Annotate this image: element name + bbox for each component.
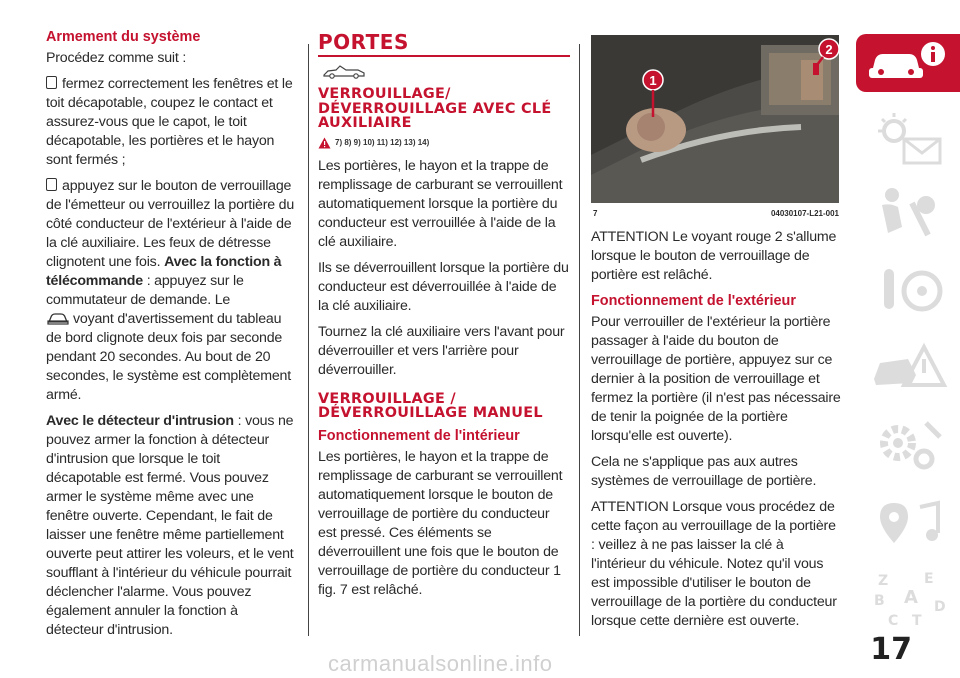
paragraph-ext: Pour verrouiller de l'extérieur la portière passager à l'aide du bouton de verrouillage de portière, appuyez sur ce dernier à la position de verrouillage et fermez la portière (il n'est pas nécessaire de tenir la poignée de la portière lorsqu'elle est ouverte). [591, 314, 841, 444]
attention-1: ATTENTION Le voyant rouge 2 s'allume lorsque le bouton de verrouillage de portière est relâché. [591, 229, 837, 283]
tab-safety[interactable] [856, 184, 960, 242]
gears-tools-icon [868, 415, 948, 475]
paragraph-3: Tournez la clé auxiliaire vers l'avant pour déverrouiller et vers l'arrière pour déverrouiller. [318, 323, 565, 378]
section-title-portes: PORTES [318, 30, 409, 54]
bullet-2: appuyez sur le bouton de verrouillage de l'émetteur ou verrouillez la portière du côté conducteur de l'extérieur à l'aide de la clé auxiliaire. Les feux de détresse clignotent une fois. Avec la fonction à télécommande : appuyez sur le commutateur de demande. Le voyant d'avertissement du tableau de bord clignote deux fois par seconde pendant 20 secondes. Au bout de 20 secondes, le système est complètement armé. [46, 178, 295, 403]
paragraph-1: Les portières, le hayon et la trappe de remplissage de carburant se verrouillent automatiquement lorsque la portière du conducteur est verrouillée à l'aide de la clé auxiliaire. [318, 157, 563, 250]
checkbox-bullet-icon [46, 178, 57, 191]
chapter-sidebar [856, 34, 960, 640]
svg-text:Z: Z [878, 573, 889, 589]
heading-manuel: VERROUILLAGE / DÉVERROUILLAGE MANUEL [318, 390, 543, 421]
alphabet-index-icon [868, 569, 948, 629]
door-lock-figure [591, 35, 839, 203]
tab-car-info[interactable] [856, 34, 960, 92]
figure-caption [591, 209, 841, 218]
svg-text:B: B [874, 593, 885, 609]
tab-emergency[interactable] [856, 340, 960, 398]
column-divider-2 [579, 44, 580, 636]
cabrio-icon-wrap [322, 63, 570, 79]
warning-triangle-icon [318, 137, 331, 149]
tab-multimedia[interactable] [856, 494, 960, 552]
page-number: 17 [870, 632, 912, 667]
title-underline [318, 55, 570, 57]
tab-lights[interactable] [856, 110, 960, 168]
key-steering-icon [868, 261, 948, 321]
intro-text: Procédez comme suit : [46, 50, 187, 66]
checkbox-bullet-icon [46, 76, 57, 89]
seat-airbag-icon [868, 183, 948, 243]
heading-verrouillage-cle: VERROUILLAGE/ DÉVERROUILLAGE AVEC CLÉ AUXILIAIRE [318, 86, 552, 131]
svg-text:A: A [904, 587, 918, 608]
tab-index[interactable] [856, 570, 960, 628]
heading-exterieur: Fonctionnement de l'extérieur [591, 293, 796, 309]
tab-start[interactable] [856, 262, 960, 320]
svg-text:E: E [924, 571, 934, 587]
door-interior-illustration [591, 35, 839, 203]
car-info-icon [863, 38, 953, 88]
lights-mail-icon [868, 109, 948, 169]
detector-paragraph: Avec le détecteur d'intrusion : vous ne pouvez armer la fonction à détecteur d'intrusion que lorsque le toit décapotable est fermé. Vous pouvez armer le système même avec une fenêtre ouverte. Cependant, le fait de laisser une fenêtre même partiellement ouverte peut attirer les voleurs, et le vent soufflant à l'intérieur du véhicule pourrait déclencher l'alarme. Vous pouvez également annuler la fonction à détecteur d'intrusion. [46, 413, 294, 638]
bullet-1: fermez correctement les fenêtres et le toit décapotable, coupez le contact et assurez-vous que le capot, le toit décapotable, les portières et le hayon sont fermés ; [46, 76, 293, 168]
watermark: carmanualsonline.info [328, 651, 553, 676]
column-3 [591, 35, 841, 638]
column-2 [318, 30, 570, 607]
svg-text:T: T [912, 613, 922, 629]
heading-interieur: Fonctionnement de l'intérieur [318, 427, 520, 444]
tab-maintenance[interactable] [856, 416, 960, 474]
column-divider-1 [308, 44, 309, 636]
column-1 [46, 28, 296, 647]
callout-2: 2 [825, 42, 833, 57]
map-music-icon [868, 493, 948, 553]
svg-text:D: D [934, 599, 946, 615]
crash-warning-icon [868, 339, 948, 399]
svg-text:C: C [888, 613, 899, 629]
warning-refs: 7) 8) 9) 10) 11) 12) 13) 14) [318, 137, 570, 149]
cabrio-car-icon [322, 63, 370, 79]
figure-number: 7 [593, 209, 598, 218]
paragraph-4: Les portières, le hayon et la trappe de remplissage de carburant se verrouillent automatiquement lorsque le bouton de verrouillage de portière du conducteur est pressé. Ces éléments se déverrouillent une fois que le bouton de verrouillage de portière du conducteur 1 fig. 7 est relâché. [318, 448, 563, 598]
callout-1: 1 [649, 73, 657, 88]
paragraph-2: Ils se déverrouillent lorsque la portière du conducteur est déverrouillée à l'aide de la clé auxiliaire. [318, 259, 569, 314]
heading-armement: Armement du système [46, 29, 201, 45]
alarm-warning-icon [46, 311, 70, 325]
paragraph-ne: Cela ne s'applique pas aux autres systèmes de verrouillage de portière. [591, 454, 817, 489]
attention-2: ATTENTION Lorsque vous procédez de cette façon au verrouillage de la portière : veillez à ne pas laisser la clé à l'intérieur du véhicule. Notez qu'il vous est impossible d'utiliser le bouton de verrouillage de la portière du conducteur lorsque cette dernière est ouverte. [591, 499, 837, 629]
figure-code: 04030107-L21-001 [770, 209, 839, 218]
